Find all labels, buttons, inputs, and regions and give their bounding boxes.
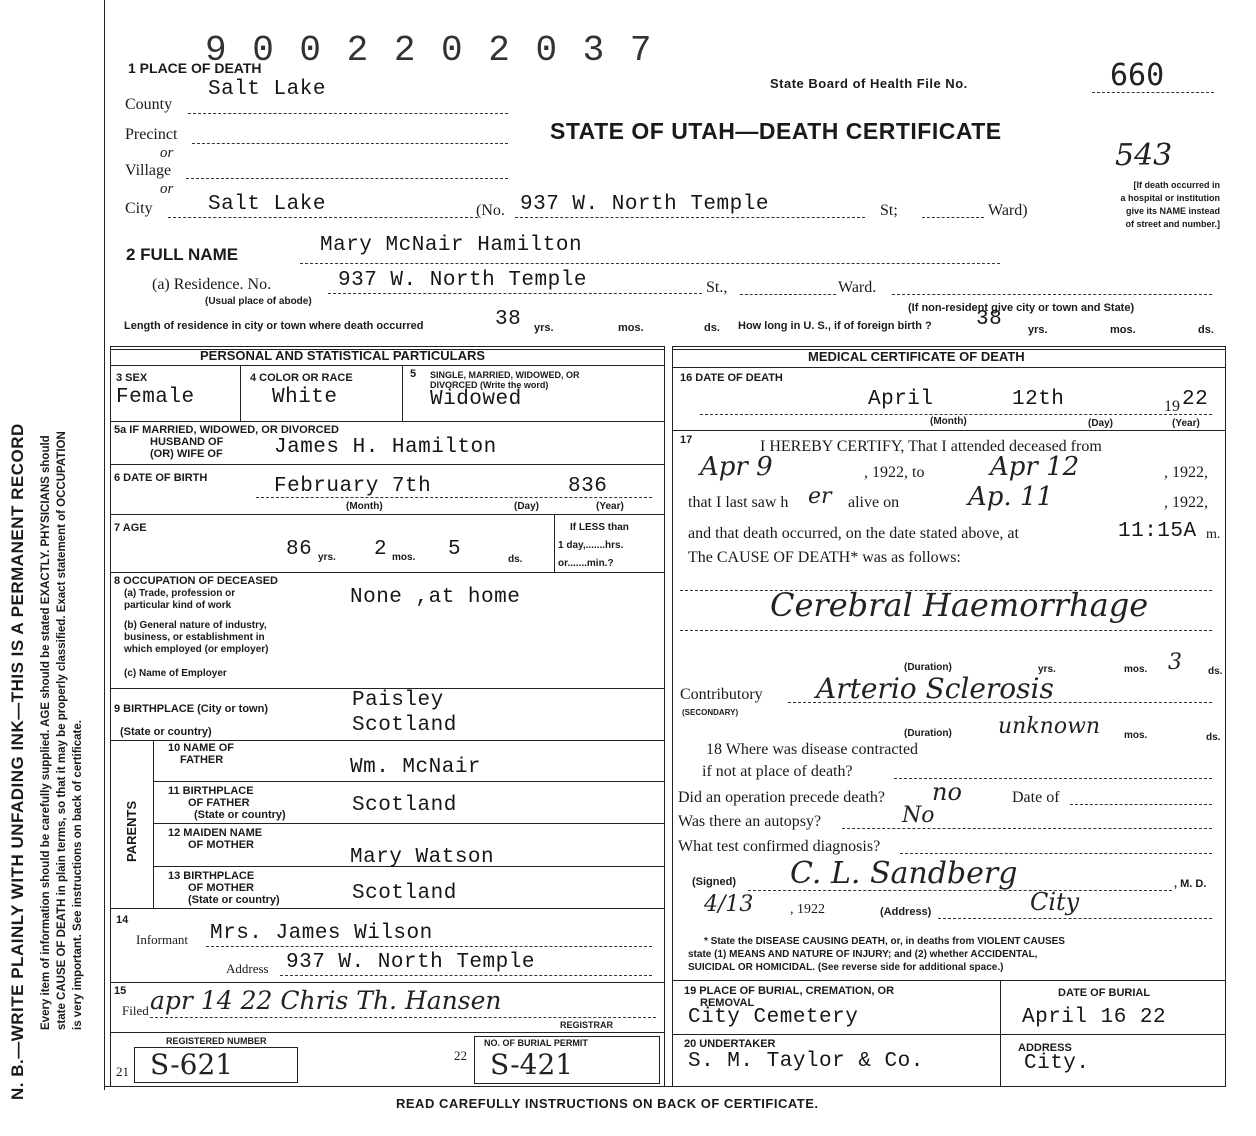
us-residence-label: How long in U. S., if of foreign birth ? <box>738 320 932 332</box>
mother-label-2: OF MOTHER <box>188 839 254 851</box>
county-value: Salt Lake <box>208 78 326 101</box>
occ-b-label-2: business, or establishment in <box>124 632 265 643</box>
file-no-label: State Board of Health File No. <box>770 76 968 91</box>
residence-value: 937 W. North Temple <box>338 269 587 292</box>
contributory-cause: Arterio Sclerosis <box>816 672 1054 705</box>
dob-day-caption: (Day) <box>514 501 540 512</box>
operation-date-label: Date of <box>1012 789 1060 806</box>
serial-number: 9 0 0 2 2 0 2 0 3 7 <box>205 30 654 71</box>
burial-date: April 16 22 <box>1022 1006 1167 1029</box>
permit-prefix: 22 <box>454 1048 467 1063</box>
yrs-label-2: yrs. <box>1028 324 1048 336</box>
mother-bp-label-3: (State or country) <box>188 894 280 906</box>
color-value: White <box>272 386 338 409</box>
occ-b-label-1: (b) General nature of industry, <box>124 620 267 631</box>
informant-name: Mrs. James Wilson <box>210 922 433 945</box>
st-label: St; <box>880 202 898 219</box>
death-day: 12th <box>1012 388 1065 411</box>
undertaker-name: S. M. Taylor & Co. <box>688 1050 924 1073</box>
dob-month-caption: (Month) <box>346 501 383 512</box>
death-year: 22 <box>1182 388 1209 411</box>
father-name: Wm. McNair <box>350 756 482 779</box>
undertaker-address: City. <box>1024 1052 1090 1075</box>
file-number: 660 <box>1110 58 1165 93</box>
physician-address-label: (Address) <box>880 906 932 918</box>
sidebar-instructions-3: is very important. See instructions on back of certificate. <box>72 720 84 1030</box>
informant-address: 937 W. North Temple <box>286 951 535 974</box>
age-days: 5 <box>448 538 462 561</box>
length-residence-label: Length of residence in city or town where death occurred <box>124 320 424 332</box>
mother-name: Mary Watson <box>350 846 495 869</box>
hospital-note-2: a hospital or institution <box>1120 193 1220 203</box>
death-address: 937 W. North Temple <box>520 193 769 216</box>
dob-year: 836 <box>568 475 608 498</box>
test-label: What test confirmed diagnosis? <box>678 838 881 855</box>
footnote-2: state (1) MEANS AND NATURE OF INJURY; and (2) whether ACCIDENTAL, <box>688 949 1038 960</box>
father-bp-label-1: 11 BIRTHPLACE <box>168 785 254 797</box>
spouse-value: James H. Hamilton <box>274 436 497 459</box>
reg-number-label: REGISTERED NUMBER <box>166 1036 267 1046</box>
cause-yrs-caption: yrs. <box>1038 664 1056 675</box>
marital-num: 5 <box>410 368 417 380</box>
birthplace-city: Paisley <box>352 689 444 712</box>
dob-label: 6 DATE OF BIRTH <box>114 472 208 484</box>
physician-signature: C. L. Sandberg <box>790 856 1018 891</box>
sidebar-instructions-2: state CAUSE OF DEATH in plain terms, so that it may be properly classified. Exact statement of OCCUPATION <box>56 431 68 1030</box>
dob-month-day: February 7th <box>274 475 432 498</box>
cause-ds-caption: ds. <box>1208 666 1223 677</box>
length-residence-years: 38 <box>495 308 522 331</box>
marital-value: Widowed <box>430 388 522 411</box>
residence-ward-label: Ward. <box>838 279 877 296</box>
village-label: Village <box>125 162 172 179</box>
death-month-caption: (Month) <box>930 416 967 427</box>
occ-a-label-2: particular kind of work <box>124 600 232 611</box>
age-months: 2 <box>374 538 388 561</box>
death-time-suffix: m. <box>1206 527 1221 542</box>
or-label-1: or <box>160 145 174 161</box>
reg-number-prefix: 21 <box>116 1064 129 1079</box>
us-residence-years: 38 <box>976 308 1003 331</box>
signed-year: , 1922 <box>790 902 825 917</box>
q18-text-1: 18 Where was disease contracted <box>706 741 919 758</box>
undertaker-label: 20 UNDERTAKER <box>684 1038 776 1050</box>
burial-place-label-1: 19 PLACE OF BURIAL, CREMATION, OR <box>684 985 895 997</box>
last-saw-text-1: that I last saw h <box>688 494 789 511</box>
cause-intro: The CAUSE OF DEATH* was as follows: <box>688 549 961 566</box>
footer-instructions: READ CAREFULLY INSTRUCTIONS ON BACK OF CERTIFICATE. <box>396 1096 819 1111</box>
signed-label: (Signed) <box>692 876 736 888</box>
occ-a-label-1: (a) Trade, profession or <box>124 588 236 599</box>
less-than-1: If LESS than <box>570 522 629 533</box>
certify-text: I HEREBY CERTIFY, That I attended deceased from <box>760 438 1102 455</box>
or-label-2: or <box>160 181 174 197</box>
hospital-note-4: of street and number.] <box>1125 219 1220 229</box>
ds-label-1: ds. <box>704 322 720 334</box>
sidebar-instructions-1: Every item of information should be carefully supplied. AGE should be stated EXACTLY. PHYSICIANS should <box>40 435 52 1030</box>
birthplace-country: Scotland <box>352 714 457 737</box>
precinct-label: Precinct <box>125 126 178 143</box>
nonresident-label: (If non-resident give city or town and State) <box>908 302 1135 314</box>
filed-label: Filed <box>122 1003 149 1018</box>
informant-label: Informant <box>136 932 188 947</box>
parents-label: PARENTS <box>124 800 139 862</box>
ward-label: Ward) <box>988 202 1028 219</box>
mother-birthplace: Scotland <box>352 882 457 905</box>
age-ds-caption: ds. <box>508 554 523 565</box>
father-birthplace: Scotland <box>352 794 457 817</box>
permit-label: NO. OF BURIAL PERMIT <box>484 1038 588 1048</box>
cause-mos-caption: mos. <box>1124 664 1148 675</box>
registrar-label: REGISTRAR <box>560 1020 614 1030</box>
death-year-caption: (Year) <box>1172 418 1200 429</box>
birthplace-label: 9 BIRTHPLACE (City or town) <box>114 703 268 715</box>
county-label: County <box>125 96 173 113</box>
birthplace-sub-label: (State or country) <box>120 726 212 738</box>
operation-label: Did an operation precede death? <box>678 789 886 806</box>
attended-to: Apr 12 <box>990 452 1080 482</box>
marital-label-1: SINGLE, MARRIED, WIDOWED, OR <box>430 370 580 380</box>
operation-value: no <box>932 778 962 806</box>
md-label: , M. D. <box>1174 878 1207 890</box>
spouse-label-2: HUSBAND OF <box>150 436 224 448</box>
death-year-prefix: 19 <box>1164 398 1180 415</box>
reg-number-value: S-621 <box>150 1048 234 1081</box>
dob-year-caption: (Year) <box>596 501 624 512</box>
spouse-label-3: (OR) WIFE OF <box>150 448 223 460</box>
last-saw-text-2: alive on <box>848 494 900 511</box>
burial-date-label: DATE OF BURIAL <box>1058 987 1151 999</box>
occ-c-label: (c) Name of Employer <box>124 668 227 679</box>
hospital-note-1: [If death occurred in <box>1133 180 1220 190</box>
spouse-label-1: 5a IF MARRIED, WIDOWED, OR DIVORCED <box>114 424 339 436</box>
usual-abode-label: (Usual place of abode) <box>205 296 312 307</box>
burial-place: City Cemetery <box>688 1006 859 1029</box>
sidebar-warning: N. B.—WRITE PLAINLY WITH UNFADING INK—THIS IS A PERMANENT RECORD <box>8 423 27 1100</box>
permit-value: S-421 <box>490 1048 574 1081</box>
age-yrs-caption: yrs. <box>318 552 336 563</box>
residence-st-label: St., <box>706 279 728 296</box>
full-name-label: 2 FULL NAME <box>126 245 239 264</box>
residence-label: (a) Residence. No. <box>152 276 272 293</box>
contributory-label: Contributory <box>680 686 763 703</box>
autopsy-label: Was there an autopsy? <box>678 813 822 830</box>
death-time: 11:15A <box>1118 520 1197 543</box>
cause-duration-days: 3 <box>1168 650 1182 675</box>
filed-handwritten: apr 14 22 Chris Th. Hansen <box>150 986 502 1015</box>
occupation-value: None ,at home <box>350 586 521 609</box>
date-of-death-label: 16 DATE OF DEATH <box>680 372 783 384</box>
full-name-value: Mary McNair Hamilton <box>320 234 583 257</box>
age-mos-caption: mos. <box>392 552 416 563</box>
father-bp-label-3: (State or country) <box>194 809 286 821</box>
handwritten-number: 543 <box>1115 138 1173 173</box>
mother-label-1: 12 MAIDEN NAME <box>168 827 263 839</box>
last-saw-date: Ap. 11 <box>968 482 1054 512</box>
footnote-1: * State the DISEASE CAUSING DEATH, or, in deaths from VIOLENT CAUSES <box>704 936 1065 947</box>
occupation-label: 8 OCCUPATION OF DECEASED <box>114 575 278 587</box>
filed-num: 15 <box>114 985 127 997</box>
last-saw-year: , 1922, <box>1164 494 1208 511</box>
yrs-label-1: yrs. <box>534 322 554 334</box>
personal-heading: PERSONAL AND STATISTICAL PARTICULARS <box>200 348 486 363</box>
signed-date: 4/13 <box>704 892 754 917</box>
footnote-3: SUICIDAL OR HOMICIDAL. (See reverse side for additional space.) <box>688 962 1004 973</box>
contrib-duration: unknown <box>998 714 1101 739</box>
cause-duration-label: (Duration) <box>904 662 952 673</box>
undertaker-address-label: ADDRESS <box>1018 1042 1072 1054</box>
medical-heading: MEDICAL CERTIFICATE OF DEATH <box>808 349 1025 364</box>
q18-text-2: if not at place of death? <box>702 763 853 780</box>
marital-label-2: DIVORCED (Write the word) <box>430 380 549 390</box>
father-label-2: FATHER <box>180 754 224 766</box>
street-no-label: (No. <box>476 202 505 219</box>
attended-year-2: , 1922, <box>1164 464 1208 481</box>
ds-label-2: ds. <box>1198 324 1214 336</box>
contrib-duration-label: (Duration) <box>904 728 952 739</box>
death-month: April <box>868 388 934 411</box>
age-label: 7 AGE <box>114 522 147 534</box>
death-day-caption: (Day) <box>1088 418 1114 429</box>
father-bp-label-2: OF FATHER <box>188 797 250 809</box>
sex-value: Female <box>116 386 195 409</box>
father-label-1: 10 NAME OF <box>168 742 235 754</box>
autopsy-value: No <box>902 803 935 828</box>
left-border <box>104 0 105 1090</box>
burial-place-label-2: REMOVAL <box>700 997 755 1009</box>
place-of-death-label: 1 PLACE OF DEATH <box>128 60 262 76</box>
occurred-text: and that death occurred, on the date stated above, at <box>688 525 1019 542</box>
informant-address-label: Address <box>226 961 269 976</box>
mos-label-2: mos. <box>1110 324 1136 336</box>
cause-of-death: Cerebral Haemorrhage <box>770 586 1149 624</box>
attended-year-1: , 1922, to <box>864 464 925 481</box>
age-years: 86 <box>286 538 313 561</box>
certificate-title: STATE OF UTAH—DEATH CERTIFICATE <box>550 118 1002 144</box>
secondary-label: (SECONDARY) <box>682 708 739 717</box>
hospital-note-3: give its NAME instead <box>1125 206 1220 216</box>
contrib-ds-caption: ds. <box>1206 732 1221 743</box>
city-label: City <box>125 200 153 217</box>
attended-from: Apr 9 <box>700 452 773 482</box>
certify-num: 17 <box>680 434 693 446</box>
mos-label-1: mos. <box>618 322 644 334</box>
less-than-3: or.......min.? <box>558 558 614 569</box>
contrib-mos-caption: mos. <box>1124 730 1148 741</box>
occ-b-label-3: which employed (or employer) <box>124 644 269 655</box>
less-than-2: 1 day,.......hrs. <box>558 540 624 551</box>
city-value: Salt Lake <box>208 193 326 216</box>
mother-bp-label-2: OF MOTHER <box>188 882 254 894</box>
last-saw-pronoun: er <box>808 484 832 509</box>
color-label: 4 COLOR OR RACE <box>250 372 353 384</box>
sex-label: 3 SEX <box>116 372 148 384</box>
physician-address: City <box>1030 888 1080 916</box>
mother-bp-label-1: 13 BIRTHPLACE <box>168 870 255 882</box>
informant-num: 14 <box>116 914 129 926</box>
